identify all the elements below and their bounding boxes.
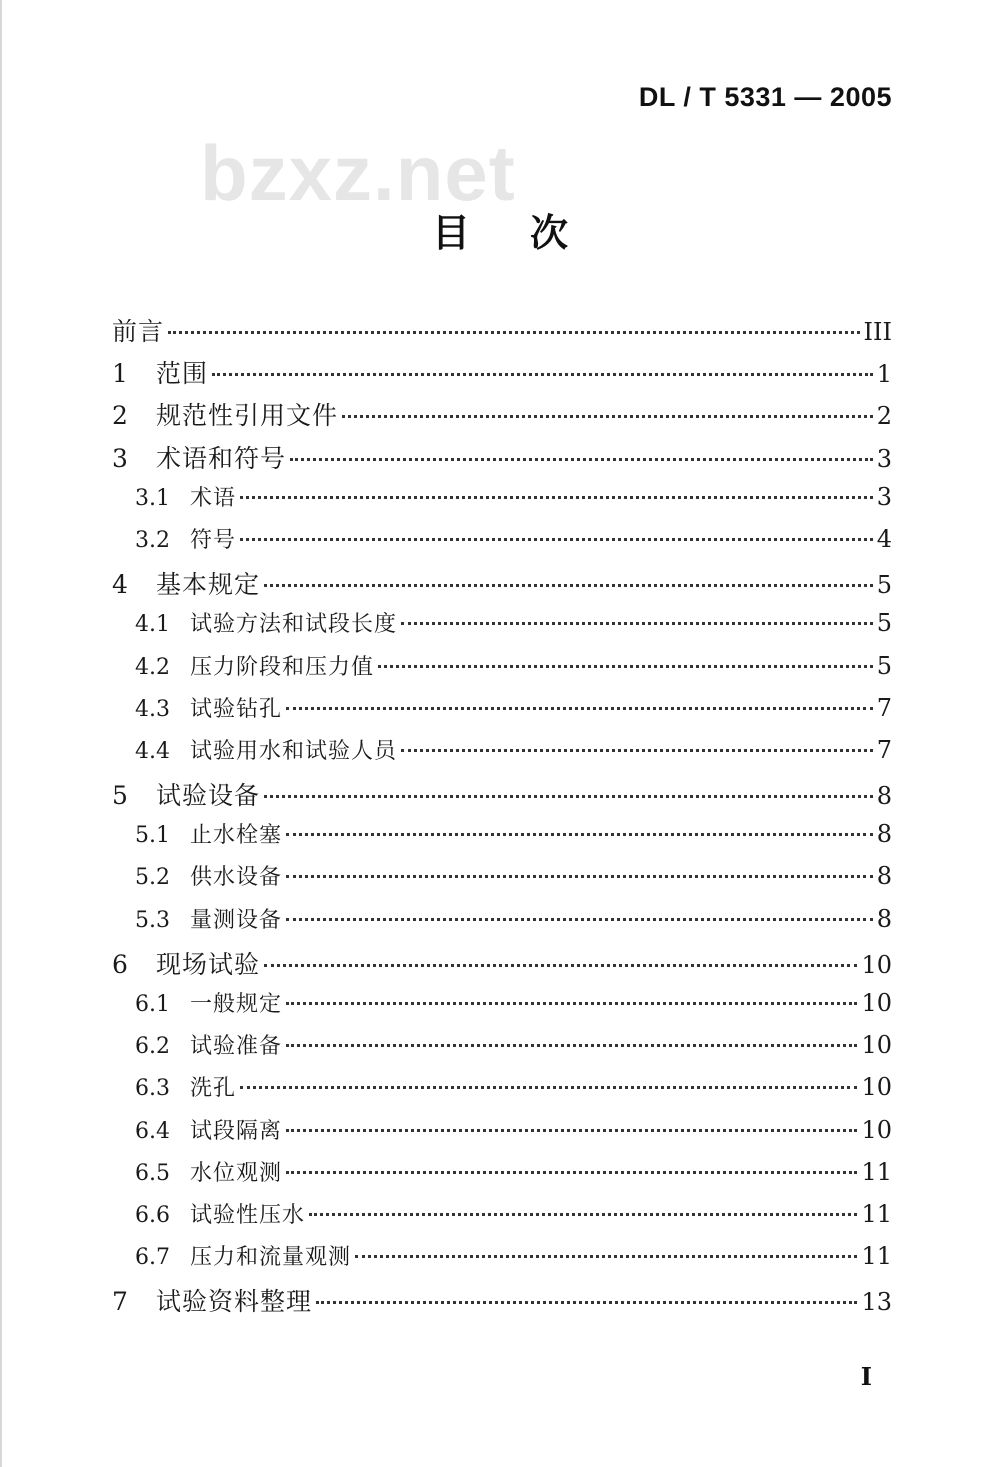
toc-entry-number: 6.5 <box>135 1160 170 1186</box>
toc-entry[interactable] <box>112 354 892 396</box>
toc-entry-label: 试验用水和试验人员 <box>190 738 398 764</box>
toc-entry[interactable] <box>112 903 892 945</box>
toc-entry-number: 4 <box>112 570 128 600</box>
toc-entry-number: 6.2 <box>135 1034 170 1060</box>
toc-leader-dots <box>286 1002 857 1005</box>
toc-leader-dots <box>309 1213 857 1216</box>
toc-entry-label: 现场试验 <box>156 949 261 979</box>
toc-leader-dots <box>264 964 857 967</box>
toc-entry-label: 止水栓塞 <box>190 823 283 849</box>
toc-leader-dots <box>401 749 873 752</box>
toc-entry-number: 4.2 <box>135 654 170 680</box>
toc-entry-page: 8 <box>876 820 892 849</box>
toc-entry-number: 5.1 <box>135 823 170 849</box>
toc-leader-dots <box>286 1044 857 1047</box>
toc-entry-label: 一般规定 <box>190 992 283 1017</box>
toc-entry[interactable] <box>112 692 892 734</box>
toc-entry-page: 8 <box>876 904 892 933</box>
toc-entry-page: 13 <box>861 1288 892 1317</box>
toc-entry-label: 试验性压水 <box>190 1202 306 1228</box>
toc-entry-page: 3 <box>876 482 892 511</box>
toc-entry-label: 符号 <box>190 527 237 553</box>
toc-entry[interactable] <box>112 312 892 354</box>
toc-entry[interactable] <box>112 1071 892 1113</box>
toc-entry-number: 6.6 <box>135 1202 170 1228</box>
toc-entry-label: 压力阶段和压力值 <box>190 654 375 680</box>
toc-entry[interactable] <box>112 1240 892 1282</box>
toc-entry-label: 洗孔 <box>190 1076 237 1102</box>
toc-entry-page: 2 <box>876 402 892 431</box>
toc-entry-label: 压力和流量观测 <box>190 1245 352 1271</box>
toc-entry-number: 3.1 <box>135 485 170 511</box>
toc-leader-dots <box>212 373 873 376</box>
toc-entry-number: 6.7 <box>135 1245 170 1271</box>
toc-entry-label: 供水设备 <box>190 865 283 891</box>
toc-entry-page: 3 <box>876 444 892 473</box>
toc-entry-label: 规范性引用文件 <box>156 401 339 431</box>
toc-leader-dots <box>286 833 873 836</box>
toc-entry-number: 3 <box>112 443 128 473</box>
toc-entry[interactable] <box>112 1198 892 1240</box>
toc-entry-page: 5 <box>876 571 892 600</box>
toc-entry-label: 试验准备 <box>190 1034 283 1060</box>
toc-entry-label: 量测设备 <box>190 907 283 933</box>
toc-entry-number: 6.1 <box>135 992 170 1017</box>
toc-entry[interactable] <box>112 945 892 987</box>
toc-entry-page: 11 <box>861 1199 892 1228</box>
toc-leader-dots <box>290 458 873 461</box>
toc-entry[interactable] <box>112 987 892 1029</box>
toc-leader-dots <box>264 795 873 798</box>
toc-entry-label: 范围 <box>156 359 209 389</box>
toc-leader-dots <box>168 331 860 334</box>
toc-entry-label: 试验资料整理 <box>156 1287 313 1317</box>
toc-entry-number: 4.3 <box>135 696 170 722</box>
toc-entry-page: 1 <box>876 360 892 389</box>
toc-leader-dots <box>355 1255 857 1258</box>
toc-leader-dots <box>240 1086 857 1089</box>
toc-entry[interactable] <box>112 1114 892 1156</box>
toc-leader-dots <box>342 415 873 418</box>
toc-entry-page: 5 <box>876 609 892 638</box>
toc-entry-page: 7 <box>876 735 892 764</box>
toc-entry-page: 8 <box>876 862 892 891</box>
table-of-contents <box>112 312 892 1325</box>
toc-leader-dots <box>316 1301 857 1304</box>
toc-entry[interactable] <box>112 818 892 860</box>
toc-entry-label: 水位观测 <box>190 1160 283 1186</box>
page-number: I <box>860 1362 872 1391</box>
toc-entry-number: 4.1 <box>135 612 170 638</box>
toc-entry-page: 10 <box>861 989 892 1017</box>
toc-entry[interactable] <box>112 860 892 902</box>
toc-entry-page: 5 <box>876 651 892 680</box>
toc-entry-number: 6.3 <box>135 1076 170 1102</box>
toc-leader-dots <box>240 496 873 499</box>
toc-leader-dots <box>286 875 873 878</box>
toc-entry[interactable] <box>112 565 892 607</box>
toc-entry[interactable] <box>112 481 892 523</box>
toc-entry-number: 2 <box>112 401 128 431</box>
toc-entry-number: 5.3 <box>135 907 170 933</box>
toc-entry-label: 前言 <box>112 317 165 346</box>
toc-entry-label: 术语 <box>190 485 237 511</box>
toc-entry-label: 基本规定 <box>156 570 261 600</box>
toc-leader-dots <box>286 1171 857 1174</box>
toc-entry-label: 试验设备 <box>156 781 261 811</box>
toc-entry-number: 6 <box>112 949 128 979</box>
toc-entry[interactable] <box>112 1282 892 1324</box>
toc-leader-dots <box>378 665 873 668</box>
toc-leader-dots <box>286 918 873 921</box>
toc-entry-number: 5.2 <box>135 865 170 891</box>
toc-entry[interactable] <box>112 1029 892 1071</box>
toc-entry-page: 8 <box>876 782 892 811</box>
toc-entry[interactable] <box>112 1156 892 1198</box>
toc-entry-number: 6.4 <box>135 1118 170 1144</box>
toc-entry-number: 4.4 <box>135 738 170 764</box>
toc-entry-page: 10 <box>861 1073 892 1102</box>
toc-entry-number: 3.2 <box>135 527 170 553</box>
toc-entry-number: 1 <box>112 359 128 389</box>
toc-entry[interactable] <box>112 396 892 438</box>
toc-entry-number: 7 <box>112 1287 128 1317</box>
toc-entry-label: 试验钻孔 <box>190 696 283 722</box>
toc-leader-dots <box>286 1129 857 1132</box>
toc-leader-dots <box>264 584 873 587</box>
watermark: bzxz.net <box>200 129 516 217</box>
toc-entry-page: 7 <box>876 693 892 722</box>
toc-entry-page: 10 <box>861 1115 892 1144</box>
toc-leader-dots <box>240 538 873 541</box>
toc-entry-page: 11 <box>861 1157 892 1186</box>
toc-entry-page: III <box>863 318 892 346</box>
standard-number: DL / T 5331 — 2005 <box>638 82 892 112</box>
toc-entry[interactable] <box>112 650 892 692</box>
toc-entry[interactable] <box>112 776 892 818</box>
toc-entry-label: 试段隔离 <box>190 1118 283 1144</box>
toc-entry-page: 11 <box>861 1242 892 1271</box>
page-title: 目次 <box>431 210 628 255</box>
toc-entry[interactable] <box>112 523 892 565</box>
toc-entry-number: 5 <box>112 781 128 811</box>
toc-entry-label: 试验方法和试段长度 <box>190 612 398 638</box>
toc-leader-dots <box>401 622 873 625</box>
toc-entry-page: 4 <box>876 524 892 553</box>
toc-entry-page: 10 <box>861 950 892 979</box>
toc-entry[interactable] <box>112 607 892 649</box>
toc-entry[interactable] <box>112 734 892 776</box>
toc-entry[interactable] <box>112 439 892 481</box>
toc-leader-dots <box>286 707 873 710</box>
toc-entry-page: 10 <box>861 1031 892 1060</box>
toc-entry-label: 术语和符号 <box>156 443 287 473</box>
